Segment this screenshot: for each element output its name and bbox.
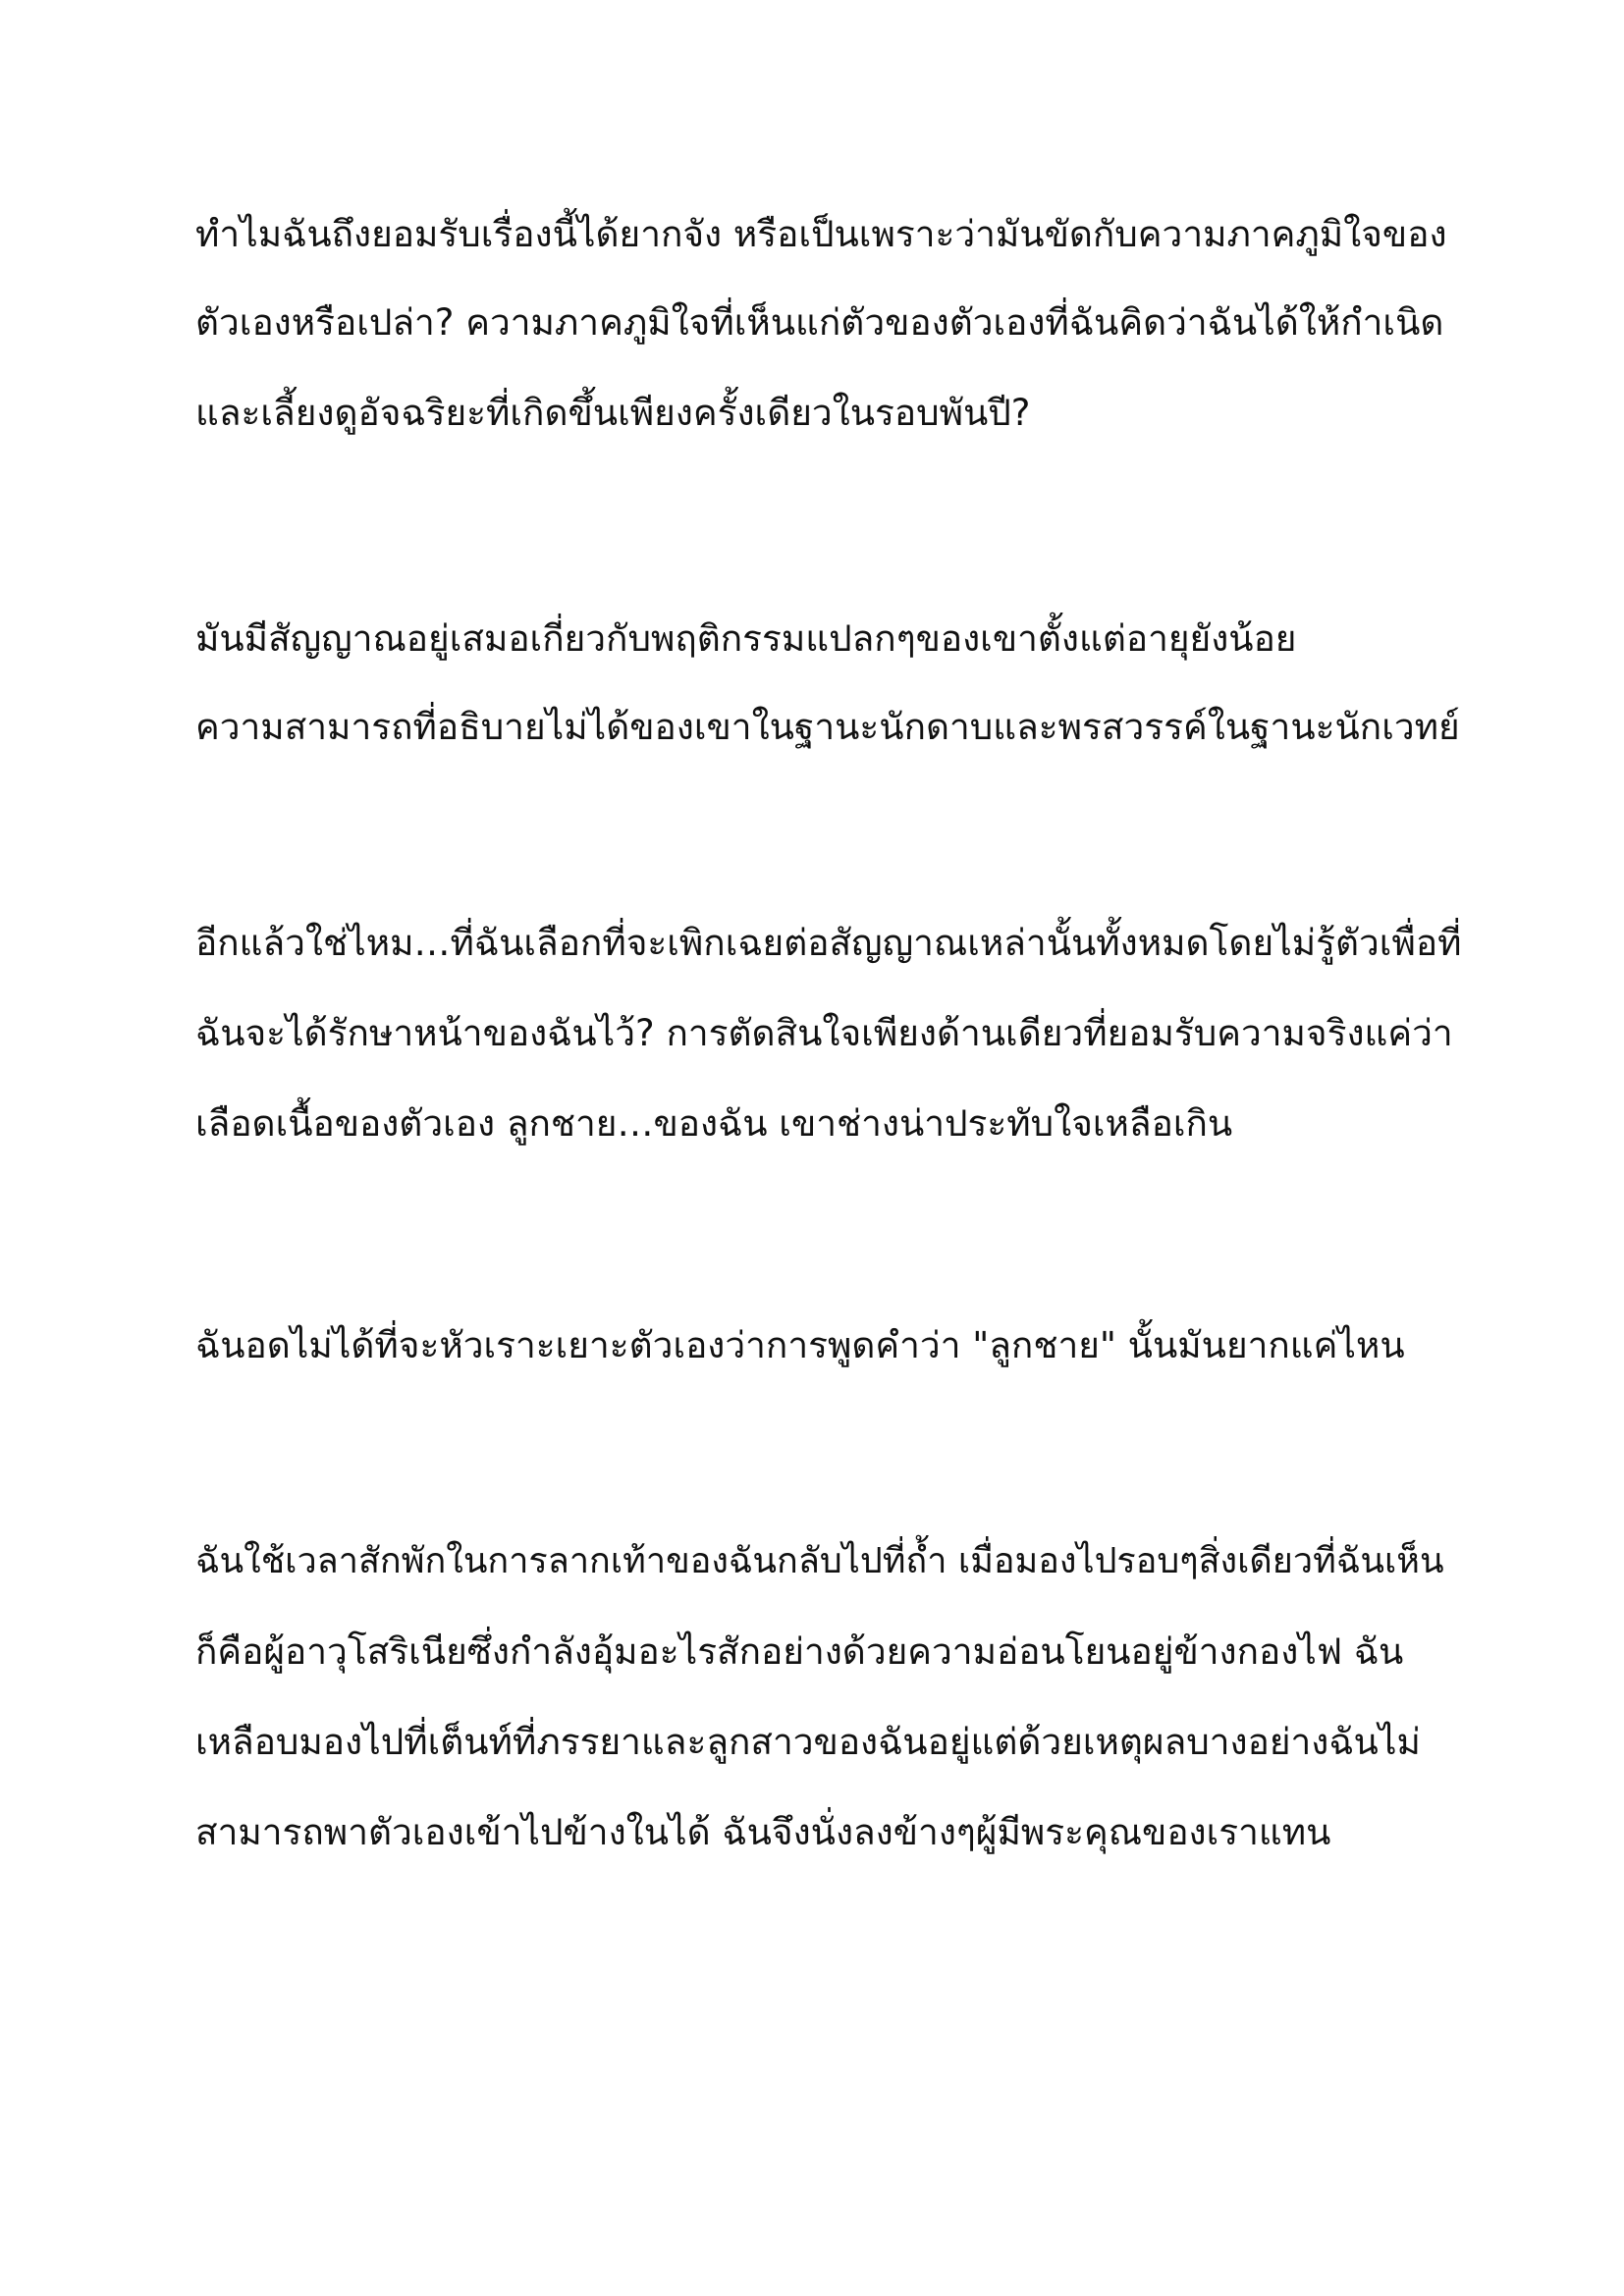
paragraph-1-line-3: และเลี้ยงดูอัจฉริยะที่เกิดขึ้นเพียงครั้งเดียวในรอบพันปี? xyxy=(195,392,1031,434)
paragraph-5-line-4: สามารถพาตัวเองเข้าไปข้างในได้ ฉันจึงนั่งลงข้างๆผู้มีพระคุณของเราแทน xyxy=(195,1811,1331,1853)
paragraph-1-line-2: ตัวเองหรือเปล่า? ความภาคภูมิใจที่เห็นแก่ตัวของตัวเองที่ฉันคิดว่าฉันได้ให้กำเนิด xyxy=(195,301,1444,344)
paragraph-2-line-2: ความสามารถที่อธิบายไม่ได้ของเขาในฐานะนักดาบและพรสวรรค์ในฐานะนักเวทย์ xyxy=(195,706,1460,748)
paragraph-1-line-1: ทำไมฉันถึงยอมรับเรื่องนี้ได้ยากจัง หรือเป็นเพราะว่ามันขัดกับความภาคภูมิใจของ xyxy=(195,213,1447,255)
paragraph-2-line-1: มันมีสัญญาณอยู่เสมอเกี่ยวกับพฤติกรรมแปลกๆของเขาตั้งแต่อายุยังน้อย xyxy=(195,617,1297,660)
paragraph-4-line-1: ฉันอดไม่ได้ที่จะหัวเราะเยาะตัวเองว่าการพูดคำว่า "ลูกชาย" นั้นมันยากแค่ไหน xyxy=(195,1324,1405,1366)
paragraph-3-line-3: เลือดเนื้อของตัวเอง ลูกชาย…ของฉัน เขาช่างน่าประทับใจเหลือเกิน xyxy=(195,1102,1233,1145)
paragraph-5-line-3: เหลือบมองไปที่เต็นท์ที่ภรรยาและลูกสาวของฉันอยู่แต่ด้วยเหตุผลบางอย่างฉันไม่ xyxy=(195,1721,1421,1763)
paragraph-3-line-1: อีกแล้วใช่ไหม…ที่ฉันเลือกที่จะเพิกเฉยต่อสัญญาณเหล่านั้นทั้งหมดโดยไม่รู้ตัวเพื่อที่ xyxy=(195,922,1462,964)
paragraph-5-line-1: ฉันใช้เวลาสักพักในการลากเท้าของฉันกลับไปที่ถ้ำ เมื่อมองไปรอบๆสิ่งเดียวที่ฉันเห็น xyxy=(195,1541,1444,1581)
paragraph-3-line-2: ฉันจะได้รักษาหน้าของฉันไว้? การตัดสินใจเพียงด้านเดียวที่ยอมรับความจริงแค่ว่า xyxy=(195,1012,1453,1054)
paragraph-5-line-2: ก็คือผู้อาวุโสริเนียซึ่งกำลังอุ้มอะไรสักอย่างด้วยความอ่อนโยนอยู่ข้างกองไฟ ฉัน xyxy=(195,1630,1404,1673)
